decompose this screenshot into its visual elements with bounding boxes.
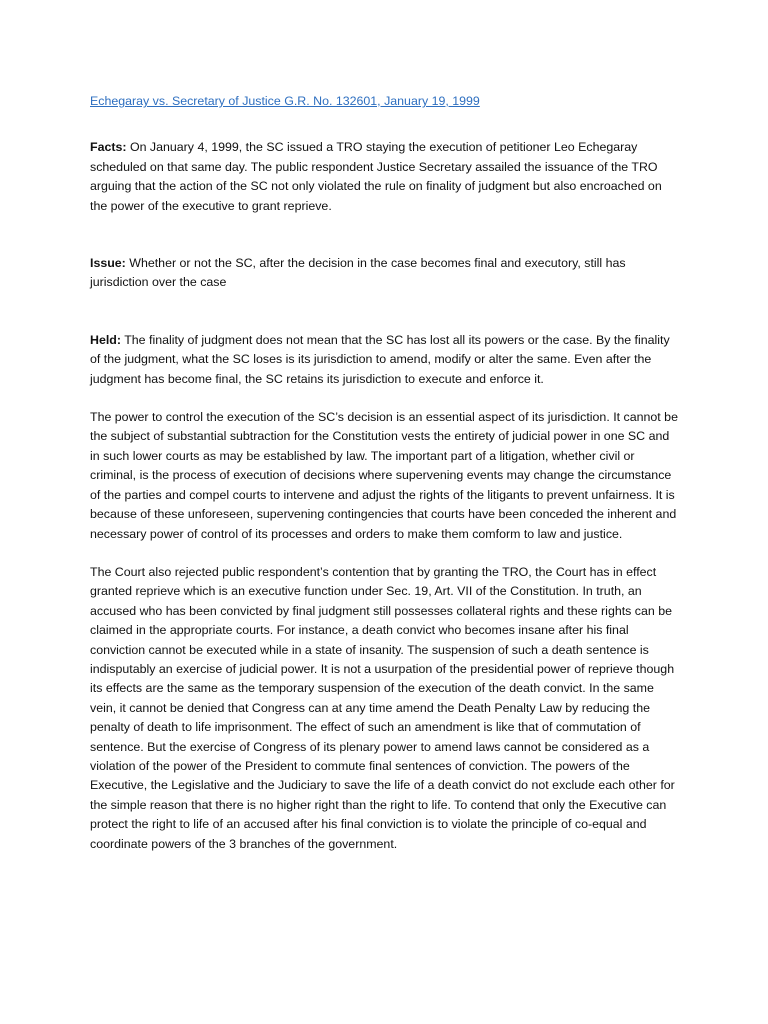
facts-text: On January 4, 1999, the SC issued a TRO staying the execution of petitioner Leo Echegaray scheduled on that same day. The public respondent Justice Secretary assailed the issuance of the TRO arguing that the action of the SC not only violated the rule on finality of judgment but also encroached on the power of the executive to grant reprieve. [90,140,662,213]
issue-text: Whether or not the SC, after the decision in the case becomes final and executory, still has jurisdiction over the case [90,256,626,290]
body-paragraph-2: The power to control the execution of the SC’s decision is an essential aspect of its jurisdiction. It cannot be the subject of substantial subtraction for the Constitution vests the entirety of judicial power in one SC and in such lower courts as may be established by law. The important part of a litigation, whether civil or criminal, is the process of execution of decisions where supervening events may change the circumstance of the parties and compel courts to intervene and adjust the rights of the litigants to prevent unfairness. It is because of these unforeseen, supervening contingencies that courts have been conceded the inherent and necessary power of control of its processes and orders to make them comform to law and justice. [90,410,678,541]
case-title-line [90,92,680,111]
facts-label: Facts: [90,140,127,155]
facts-paragraph [90,138,680,216]
case-title-link[interactable]: Echegaray vs. Secretary of Justice G.R. No. 132601, January 19, 1999 [90,94,480,108]
held-text: The finality of judgment does not mean that the SC has lost all its powers or the case. By the finality of the judgment, what the SC loses is its jurisdiction to amend, modify or alter the same. Even after the judgment has become final, the SC retains its jurisdiction to execute and enforce it. [90,332,670,386]
held-paragraph [90,331,680,389]
document-page [90,92,680,854]
body-paragraph-3: The Court also rejected public respondent’s contention that by granting the TRO, the Court has in effect granted reprieve which is an executive function under Sec. 19, Art. VII of the Constitution. In truth, an accused who has been convicted by final judgment still possesses collateral rights and these rights can be claimed in the appropriate courts. For instance, a death convict who becomes insane after his final conviction cannot be executed while in a state of insanity. The suspension of such a death sentence is indisputably an exercise of judicial power. It is not a usurpation of the presidential power of reprieve though its effects are the same as the temporary suspension of the execution of the death convict. In the same vein, it cannot be denied that Congress can at any time amend the Death Penalty Law by reducing the penalty of death to life imprisonment. The effect of such an amendment is like that of commutation of sentence. But the exercise of Congress of its plenary power to amend laws cannot be considered as a violation of the power of the President to commute final sentences of conviction. The powers of the Executive, the Legislative and the Judiciary to save the life of a death convict do not exclude each other for the simple reason that there is no higher right than the right to life. To contend that only the Executive can protect the right to life of an accused after his final conviction is to violate the principle of co-equal and coordinate powers of the 3 branches of the government. [90,564,675,851]
issue-label: Issue: [90,256,126,271]
held-label: Held: [90,332,121,347]
issue-paragraph [90,254,680,293]
